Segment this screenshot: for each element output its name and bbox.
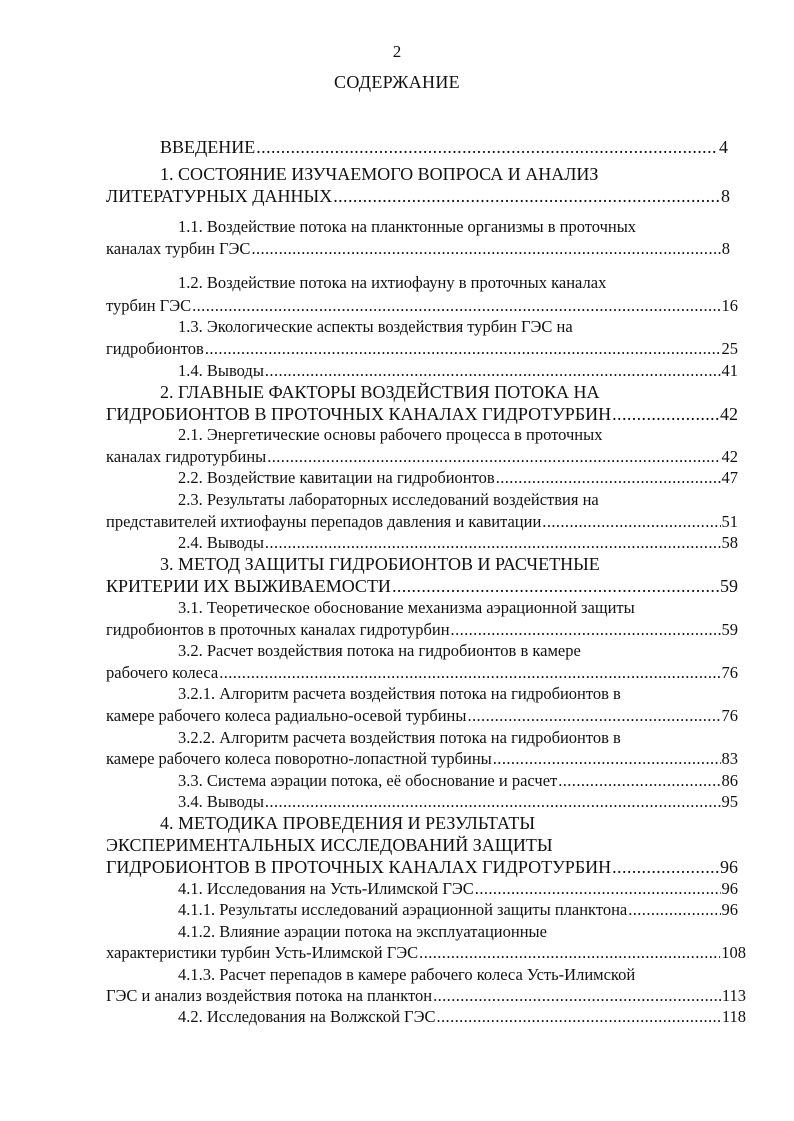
- toc-entry-1-4[interactable]: [178, 360, 738, 382]
- toc-entry-text: 3.1. Теоретическое обоснование механизма аэрационной защиты: [178, 598, 635, 617]
- toc-entry-text: каналах турбин ГЭС: [106, 239, 251, 258]
- toc-entry-text: ГИДРОБИОНТОВ В ПРОТОЧНЫХ КАНАЛАХ ГИДРОТУРБИН: [106, 404, 612, 424]
- toc-entry-text: 2.1. Энергетические основы рабочего процесса в проточных: [178, 425, 603, 444]
- toc-entry-chapter-2[interactable]: [106, 403, 738, 425]
- toc-entry-page: 95: [721, 792, 738, 811]
- toc-entry-chapter-3-line-1[interactable]: [160, 553, 600, 575]
- toc-entry-text: 2.3. Результаты лабораторных исследований воздействия на: [178, 490, 599, 509]
- toc-entry-text: турбин ГЭС: [106, 296, 192, 315]
- toc-entry-text: рабочего колеса: [106, 663, 219, 682]
- toc-entry-1-3-line-1[interactable]: [178, 316, 573, 338]
- toc-entry-introduction[interactable]: [160, 136, 728, 158]
- toc-entry-text: 1.1. Воздействие потока на планктонные организмы в проточных: [178, 217, 637, 236]
- toc-entry-text: гидробионтов: [106, 339, 204, 358]
- toc-entry-text: ГЭС и анализ воздействия потока на планктон: [106, 986, 433, 1005]
- toc-entry-page: 76: [721, 663, 738, 682]
- toc-entry-page: 41: [721, 361, 738, 380]
- toc-entry-text: 4.2. Исследования на Волжской ГЭС: [178, 1007, 436, 1026]
- toc-entry-4-1[interactable]: [178, 878, 738, 900]
- toc-entry-page: 59: [721, 620, 738, 639]
- toc-entry-text: 3.3. Система аэрации потока, её обоснование и расчет: [178, 771, 558, 790]
- toc-entry-chapter-4-line-1[interactable]: [160, 812, 535, 834]
- page-number: 2: [392, 42, 402, 61]
- toc-entry-text: 3.2. Расчет воздействия потока на гидробионтов в камере: [178, 641, 581, 660]
- toc-entry-2-4[interactable]: [178, 532, 738, 554]
- toc-entry-text: 2. ГЛАВНЫЕ ФАКТОРЫ ВОЗДЕЙСТВИЯ ПОТОКА НА: [160, 382, 600, 402]
- toc-entry-text: 2.4. Выводы: [178, 533, 264, 552]
- toc-entry-text: представителей ихтиофауны перепадов давления и кавитации: [106, 512, 542, 531]
- toc-entry-page: 4: [719, 137, 728, 157]
- toc-entry-4-1-3-line-1[interactable]: [178, 964, 635, 986]
- toc-entry-4-2[interactable]: [178, 1006, 746, 1028]
- toc-entry-chapter-2-line-1[interactable]: [160, 381, 599, 403]
- toc-entry-2-3-line-1[interactable]: [178, 489, 599, 511]
- toc-entry-chapter-3[interactable]: [106, 575, 738, 597]
- toc-entry-text: камере рабочего колеса радиально-осевой турбины: [106, 706, 467, 725]
- toc-entry-text: характеристики турбин Усть-Илимской ГЭС: [106, 943, 419, 962]
- toc-entry-4-1-3[interactable]: [106, 985, 746, 1007]
- toc-entry-text: 4. МЕТОДИКА ПРОВЕДЕНИЯ И РЕЗУЛЬТАТЫ: [160, 813, 536, 833]
- toc-entry-3-2-1[interactable]: [106, 705, 738, 727]
- toc-entry-page: 83: [721, 749, 738, 768]
- toc-entry-3-2-2-line-1[interactable]: [178, 727, 621, 749]
- toc-entry-text: 2.2. Воздействие кавитации на гидробионтов: [178, 468, 495, 487]
- toc-entry-text: камере рабочего колеса поворотно-лопастной турбины: [106, 749, 492, 768]
- toc-entry-2-3[interactable]: [106, 511, 738, 533]
- toc-entry-text: 4.1.3. Расчет перепадов в камере рабочего колеса Усть-Илимской: [178, 965, 636, 984]
- toc-entry-4-1-2[interactable]: [106, 942, 746, 964]
- toc-entry-page: 47: [721, 468, 738, 487]
- toc-entry-page: 42: [721, 447, 738, 466]
- toc-entry-text: гидробионтов в проточных каналах гидротурбин: [106, 620, 450, 639]
- toc-entry-text: ГИДРОБИОНТОВ В ПРОТОЧНЫХ КАНАЛАХ ГИДРОТУРБИН: [106, 857, 612, 877]
- toc-entry-text: 4.1.2. Влияние аэрации потока на эксплуатационные: [178, 922, 547, 941]
- toc-entry-page: 108: [721, 943, 746, 962]
- toc-entry-1-2[interactable]: [106, 295, 738, 317]
- toc-entry-text: ВВЕДЕНИЕ: [160, 137, 256, 157]
- toc-entry-text: ЭКСПЕРИМЕНТАЛЬНЫХ ИССЛЕДОВАНИЙ ЗАЩИТЫ: [106, 835, 553, 855]
- toc-entry-2-1-line-1[interactable]: [178, 424, 602, 446]
- toc-entry-page: 8: [721, 186, 730, 206]
- toc-entry-page: 113: [721, 986, 746, 1005]
- toc-entry-page: 16: [721, 296, 738, 315]
- toc-entry-text: ЛИТЕРАТУРНЫХ ДАННЫХ: [106, 186, 333, 206]
- toc-entry-page: 86: [721, 771, 738, 790]
- toc-entry-page: 118: [721, 1007, 746, 1026]
- toc-entry-3-2-1-line-1[interactable]: [178, 683, 621, 705]
- toc-entry-text: 3. МЕТОД ЗАЩИТЫ ГИДРОБИОНТОВ И РАСЧЕТНЫЕ: [160, 554, 600, 574]
- toc-entry-1-3[interactable]: [106, 338, 738, 360]
- toc-entry-chapter-1-line-1[interactable]: [160, 163, 598, 185]
- toc-entry-text: КРИТЕРИИ ИХ ВЫЖИВАЕМОСТИ: [106, 576, 391, 596]
- toc-entry-3-1[interactable]: [106, 619, 738, 641]
- toc-entry-page: 8: [721, 239, 730, 258]
- toc-entry-page: 58: [721, 533, 738, 552]
- toc-entry-3-3[interactable]: [178, 770, 738, 792]
- toc-entry-page: 51: [721, 512, 738, 531]
- toc-entry-text: каналах гидротурбины: [106, 447, 267, 466]
- toc-entry-1-1[interactable]: [106, 238, 730, 260]
- toc-entry-4-1-1[interactable]: [178, 899, 738, 921]
- toc-entry-text: 1.3. Экологические аспекты воздействия турбин ГЭС на: [178, 317, 573, 336]
- toc-entry-page: 42: [720, 404, 738, 424]
- toc-entry-page: 25: [721, 339, 738, 358]
- toc-entry-text: 1.2. Воздействие потока на ихтиофауну в проточных каналах: [178, 273, 607, 292]
- toc-entry-text: 4.1.1. Результаты исследований аэрационной защиты планктона: [178, 900, 628, 919]
- toc-entry-3-4[interactable]: [178, 791, 738, 813]
- page-title: СОДЕРЖАНИЕ: [334, 72, 460, 92]
- toc-entry-chapter-4-line-2[interactable]: [106, 834, 553, 856]
- toc-entry-4-1-2-line-1[interactable]: [178, 921, 547, 943]
- toc-entry-3-2-line-1[interactable]: [178, 640, 581, 662]
- toc-entry-page: 76: [721, 706, 738, 725]
- toc-entry-chapter-4[interactable]: [106, 856, 738, 878]
- toc-entry-page: 96: [721, 900, 738, 919]
- toc-entry-text: 4.1. Исследования на Усть-Илимской ГЭС: [178, 879, 474, 898]
- toc-entry-text: 1.4. Выводы: [178, 361, 264, 380]
- toc-entry-chapter-1[interactable]: [106, 185, 730, 207]
- toc-entry-1-1-line-1[interactable]: [178, 216, 636, 238]
- toc-entry-text: 1. СОСТОЯНИЕ ИЗУЧАЕМОГО ВОПРОСА И АНАЛИЗ: [160, 164, 599, 184]
- toc-entry-2-2[interactable]: [178, 467, 738, 489]
- toc-entry-text: 3.4. Выводы: [178, 792, 264, 811]
- toc-entry-text: 3.2.1. Алгоритм расчета воздействия потока на гидробионтов в: [178, 684, 621, 703]
- toc-entry-text: 3.2.2. Алгоритм расчета воздействия потока на гидробионтов в: [178, 728, 621, 747]
- toc-entry-page: 59: [720, 576, 738, 596]
- toc-entry-3-2[interactable]: [106, 662, 738, 684]
- toc-entry-page: 96: [720, 857, 738, 877]
- toc-entry-1-2-line-1[interactable]: [178, 272, 606, 294]
- toc-entry-page: 96: [721, 879, 738, 898]
- toc-entry-3-1-line-1[interactable]: [178, 597, 635, 619]
- toc-entry-2-1[interactable]: [106, 446, 738, 468]
- toc-entry-3-2-2[interactable]: [106, 748, 738, 770]
